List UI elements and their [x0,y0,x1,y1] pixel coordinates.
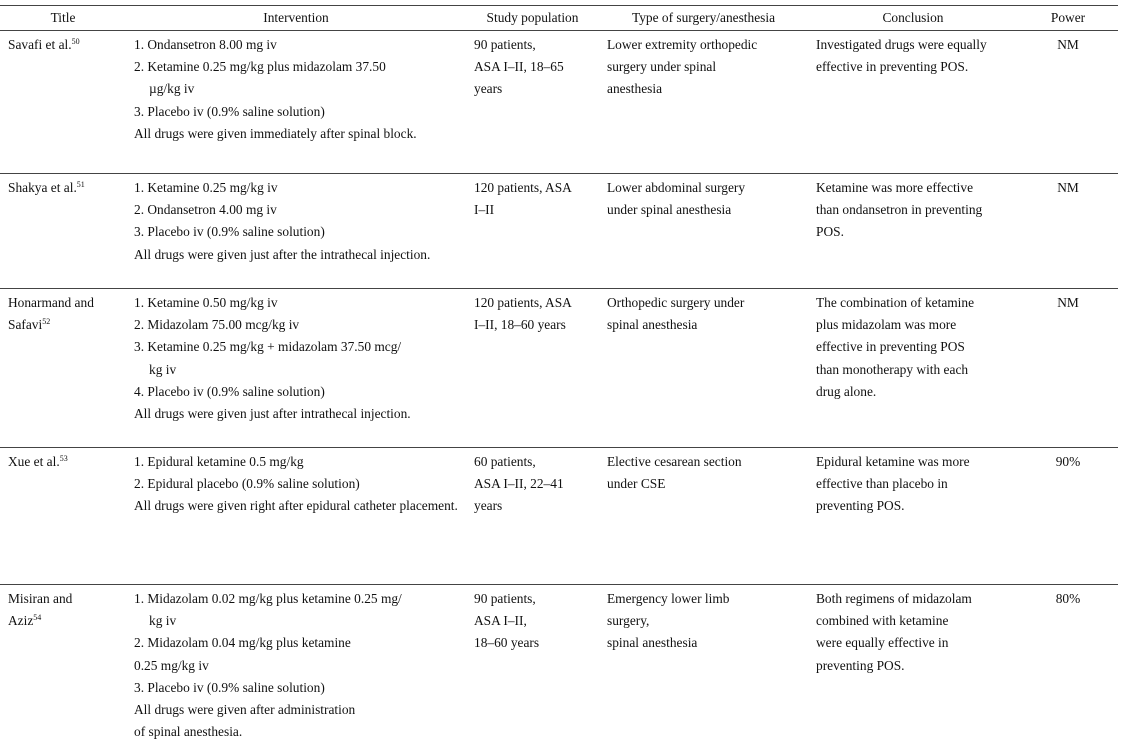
intervention-cell [126,585,466,740]
surgery-line: spinal anesthesia [607,317,698,333]
conclusion-line: were equally effective in [816,635,949,651]
surgery-line: Emergency lower limb [607,591,730,606]
intervention-cell [126,174,466,288]
conclusion-line: than ondansetron in preventing [816,202,983,218]
conclusion-cell [808,448,1018,584]
surgery-cell [599,448,808,584]
conclusion-line: Epidural ketamine was more [816,454,970,469]
population-line: years [474,81,503,97]
study-author: Honarmand and [8,295,94,310]
header-population: Study population [486,10,579,25]
header-power: Power [1050,10,1086,25]
conclusion-line: The combination of ketamine [816,295,975,310]
study-author: Shakya et al. [8,180,77,195]
power-cell: NM [1057,180,1079,195]
conclusion-cell [808,289,1018,447]
intervention-line: All drugs were given after administration [134,702,356,718]
study-title [0,289,126,447]
population-cell [466,289,599,447]
intervention-line: 0.25 mg/kg iv [134,657,209,673]
population-line: 60 patients, [474,454,536,469]
conclusion-line: Investigated drugs were equally [816,37,987,52]
study-author: Savafi et al. [8,37,72,52]
study-title [0,585,126,740]
power-cell: NM [1057,37,1079,52]
header-surgery: Type of surgery/anesthesia [631,10,776,25]
intervention-line: 1. Ketamine 0.25 mg/kg iv [134,180,278,195]
intervention-line: 2. Epidural placebo (0.9% saline solution) [134,476,360,492]
conclusion-cell [808,31,1018,173]
conclusion-line: effective in preventing POS. [816,59,969,75]
reference-number: 54 [33,613,42,623]
population-line: I–II, 18–60 years [474,317,566,333]
intervention-line: 1. Epidural ketamine 0.5 mg/kg [134,454,304,469]
intervention-cell [126,289,466,447]
population-cell [466,31,599,173]
conclusion-line: POS. [816,224,844,240]
surgery-cell [599,174,808,288]
surgery-line: anesthesia [607,81,663,97]
conclusion-line: plus midazolam was more [816,317,957,333]
table-row [0,585,1118,740]
study-author: Safavi [8,317,43,333]
conclusion-line: preventing POS. [816,498,905,514]
administration-note: All drugs were given just after the intrathecal injection. [134,246,431,262]
surgery-cell [599,585,808,740]
surgery-line: Elective cesarean section [607,454,742,469]
conclusion-line: than monotherapy with each [816,361,969,377]
intervention-line: kg iv [149,613,177,629]
surgery-line: under CSE [607,476,666,492]
intervention-line: kg iv [149,361,177,377]
intervention-line: 1. Midazolam 0.02 mg/kg plus ketamine 0.25 mg/ [134,591,402,606]
header-row [0,6,1118,30]
table-row [0,174,1118,288]
intervention-line: 1. Ketamine 0.50 mg/kg iv [134,295,278,310]
surgery-cell [599,31,808,173]
administration-note: All drugs were given immediately after spinal block. [134,125,417,141]
power-cell: 90% [1055,454,1081,469]
population-line: I–II [474,202,495,218]
study-author: Xue et al. [8,454,60,469]
table-row [0,448,1118,584]
population-line: years [474,498,503,514]
reference-number: 52 [42,317,51,327]
population-cell [466,448,599,584]
conclusion-line: drug alone. [816,383,877,399]
study-title [0,31,126,173]
conclusion-line: Both regimens of midazolam [816,591,972,606]
intervention-cell [126,448,466,584]
population-line: ASA I–II, [474,613,527,629]
intervention-line: 1. Ondansetron 8.00 mg iv [134,37,277,52]
study-author: Misiran and [8,591,73,606]
intervention-line: 2. Ondansetron 4.00 mg iv [134,202,277,218]
intervention-line: 3. Placebo iv (0.9% saline solution) [134,679,325,695]
surgery-line: under spinal anesthesia [607,202,732,218]
surgery-line: surgery, [607,613,650,629]
conclusion-cell [808,585,1018,740]
population-line: 120 patients, ASA [474,295,572,310]
study-title [0,448,126,584]
header-conclusion: Conclusion [882,10,944,25]
surgery-line: spinal anesthesia [607,635,698,651]
reference-number: 53 [59,454,68,463]
population-line: 90 patients, [474,37,536,52]
studies-table [0,5,1118,740]
reference-number: 51 [76,180,85,189]
conclusion-line: effective in preventing POS [816,339,965,355]
intervention-line: 3. Ketamine 0.25 mg/kg + midazolam 37.50 mcg/ [134,339,402,355]
study-title [0,174,126,288]
power-cell: 80% [1055,591,1081,606]
reference-number: 50 [71,37,80,46]
intervention-line: 4. Placebo iv (0.9% saline solution) [134,383,325,399]
surgery-line: surgery under spinal [607,59,717,75]
population-line: 90 patients, [474,591,536,606]
header-intervention: Intervention [263,10,329,25]
conclusion-cell [808,174,1018,288]
conclusion-line: Ketamine was more effective [816,180,974,195]
intervention-line: 3. Placebo iv (0.9% saline solution) [134,103,325,119]
intervention-line: 2. Midazolam 0.04 mg/kg plus ketamine [134,635,351,651]
population-line: ASA I–II, 22–41 [474,476,564,492]
surgery-cell [599,289,808,447]
conclusion-line: combined with ketamine [816,613,949,629]
surgery-line: Lower abdominal surgery [607,180,746,195]
population-cell [466,174,599,288]
intervention-line: of spinal anesthesia. [134,724,243,740]
intervention-line: 2. Midazolam 75.00 mcg/kg iv [134,317,300,333]
header-title: Title [50,10,76,25]
administration-note: All drugs were given right after epidural catheter placement. [134,498,458,514]
intervention-line: 2. Ketamine 0.25 mg/kg plus midazolam 37.50 [134,59,386,75]
population-line: ASA I–II, 18–65 [474,59,564,75]
administration-note: All drugs were given just after intrathecal injection. [134,406,411,422]
population-line: 120 patients, ASA [474,180,572,195]
intervention-line: µg/kg iv [149,81,195,97]
population-line: 18–60 years [474,635,540,651]
power-cell: NM [1057,295,1079,310]
intervention-cell [126,31,466,173]
intervention-line: 3. Placebo iv (0.9% saline solution) [134,224,325,240]
surgery-line: Lower extremity orthopedic [607,37,758,52]
population-cell [466,585,599,740]
conclusion-line: preventing POS. [816,657,905,673]
table-row [0,31,1118,173]
table-row [0,289,1118,447]
surgery-line: Orthopedic surgery under [607,295,745,310]
conclusion-line: effective than placebo in [816,476,948,492]
study-author: Aziz [8,613,34,629]
